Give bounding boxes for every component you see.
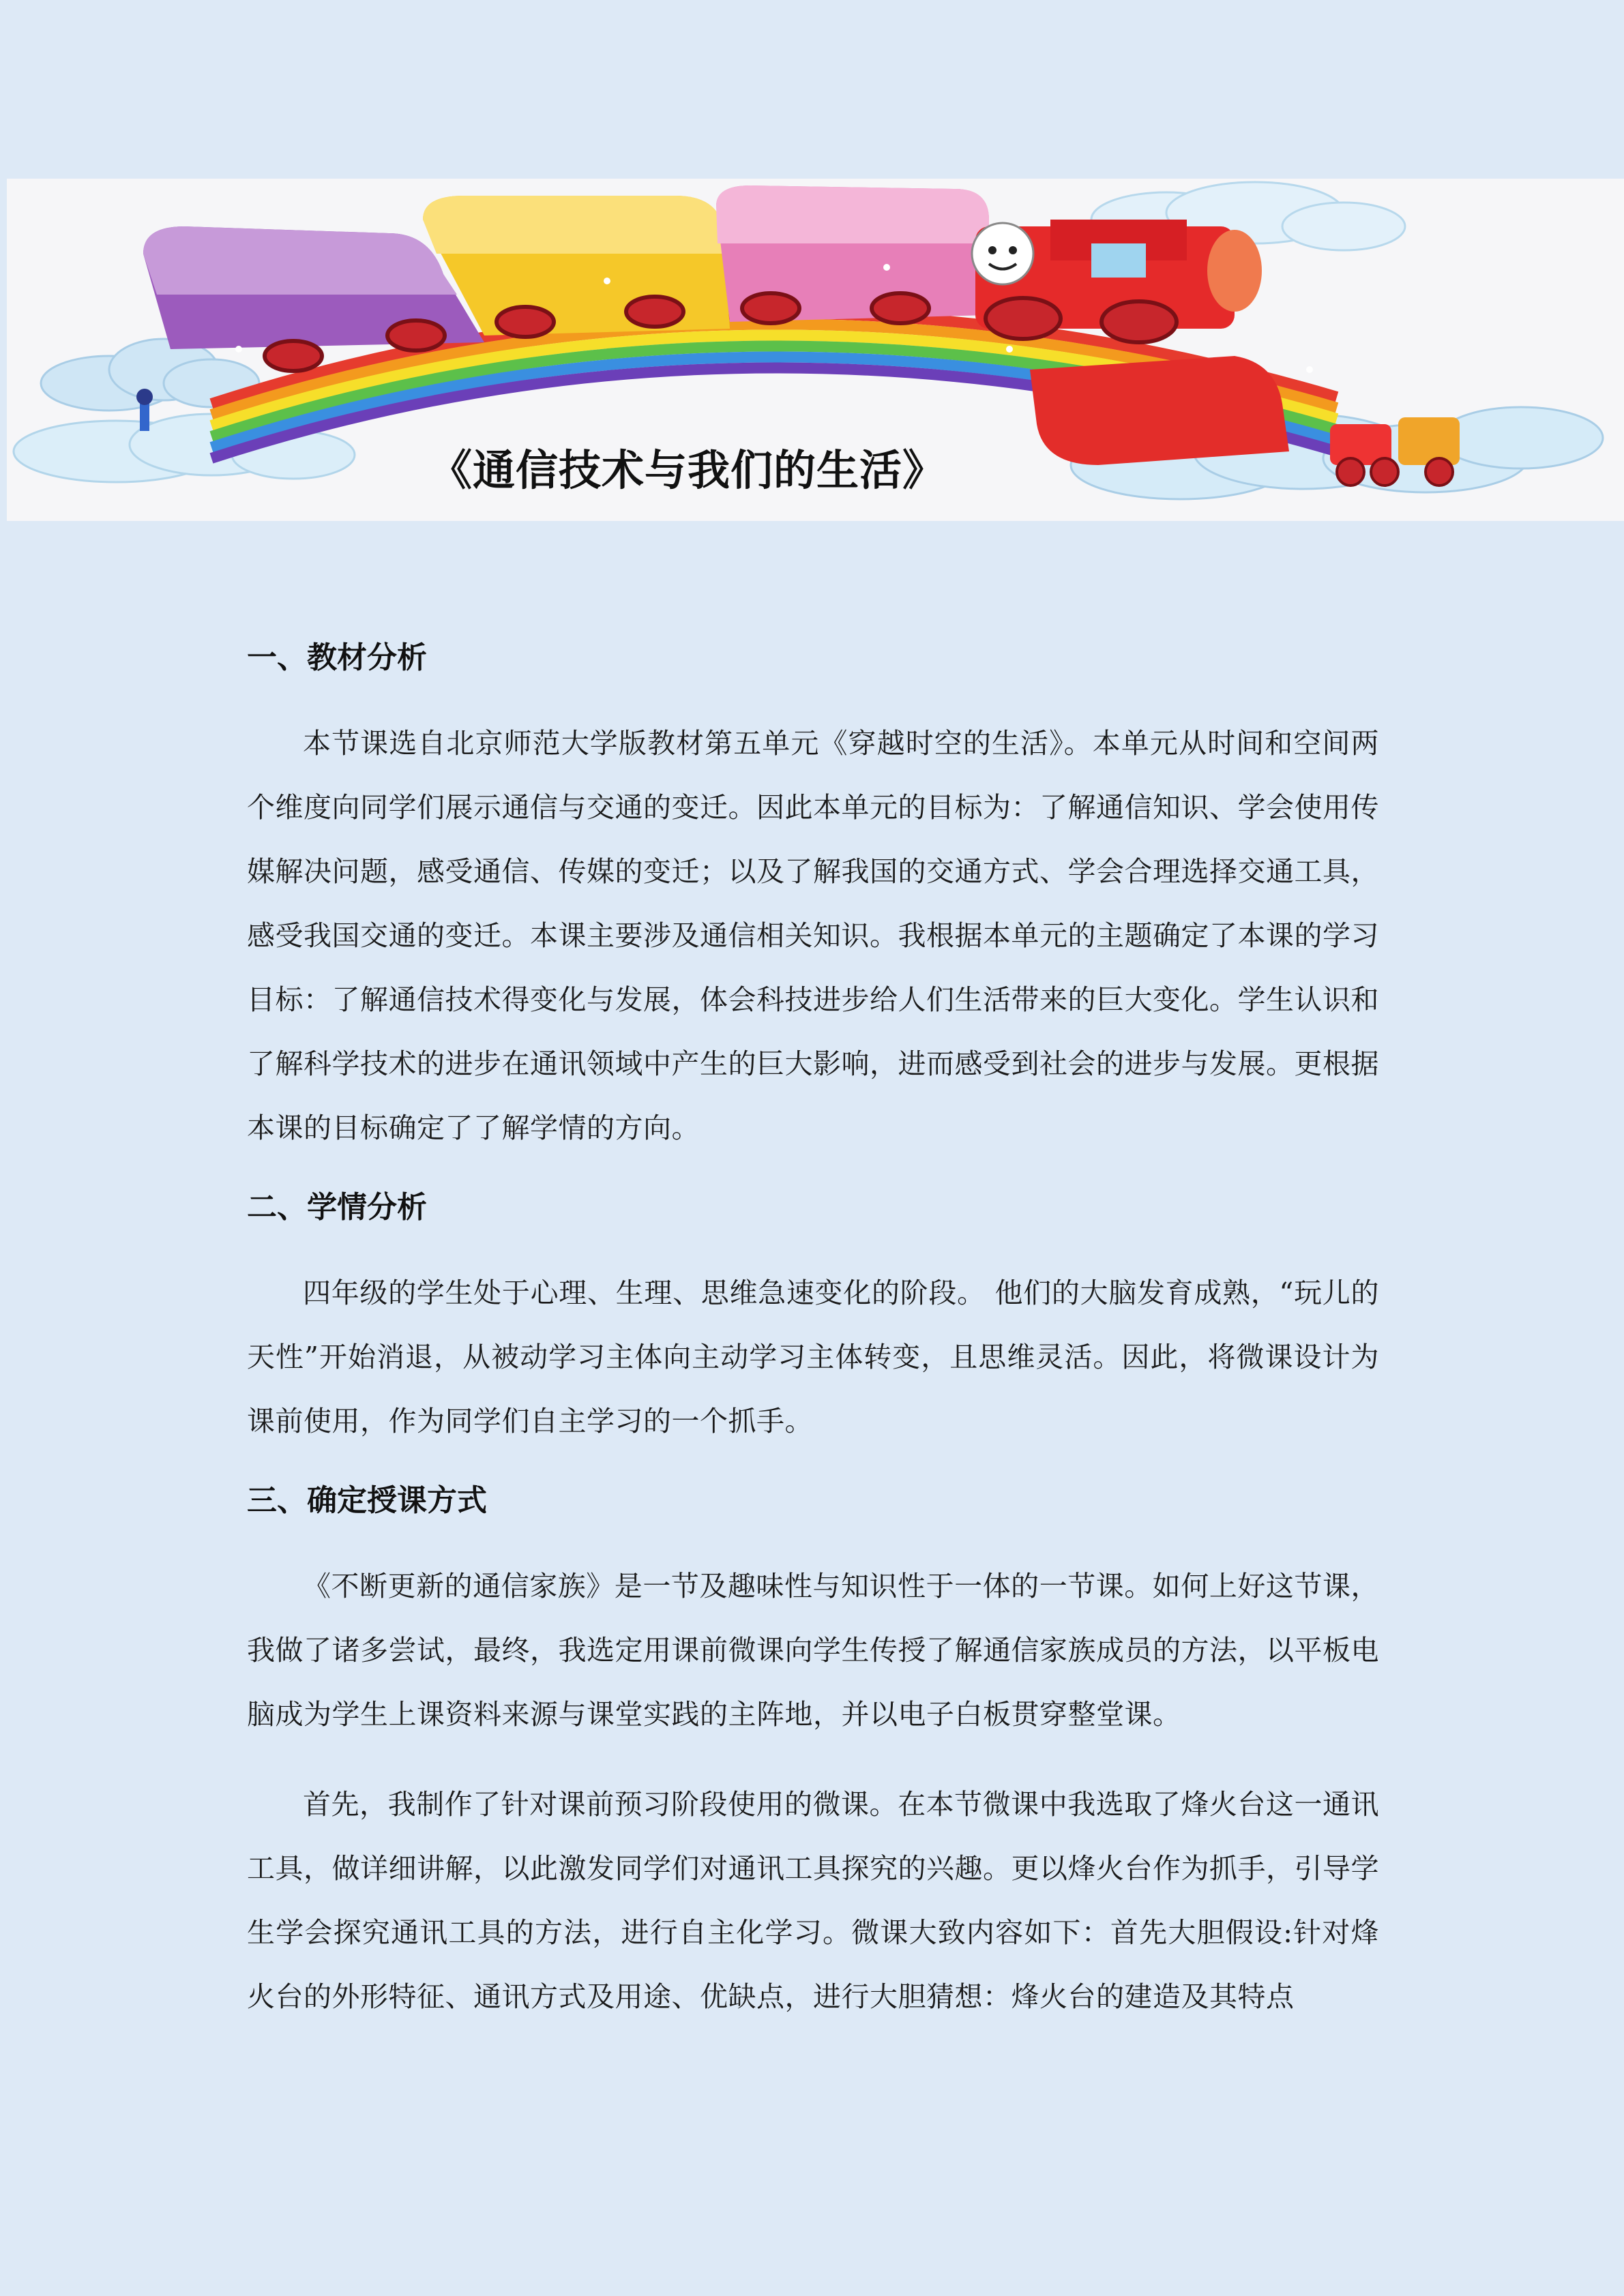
- paragraph: 四年级的学生处于心理、生理、思维急速变化的阶段。 他们的大脑发育成熟，“玩儿的天性”开始消退，从被动学习主体向主动学习主体转变，且思维灵活。因此，将微课设计为课前使用，作为同学们自主学习的一个抓手。: [247, 1277, 1379, 1437]
- section-heading: 二、学情分析: [247, 1190, 427, 1225]
- document-body: [247, 631, 1379, 2029]
- page-title: 《通信技术与我们的生活》: [430, 445, 946, 495]
- paragraph: 《不断更新的通信家族》是一节及趣味性与知识性于一体的一节课。如何上好这节课，我做了诸多尝试，最终，我选定用课前微课向学生传授了解通信家族成员的方法，以平板电脑成为学生上课资料来源与课堂实践的主阵地，并以电子白板贯穿整堂课。: [247, 1570, 1379, 1731]
- section-heading: 一、教材分析: [247, 640, 427, 675]
- paragraph: 本节课选自北京师范大学版教材第五单元《穿越时空的生活》。本单元从时间和空间两个维度向同学们展示通信与交通的变迁。因此本单元的目标为：了解通信知识、学会使用传媒解决问题，感受通信、传媒的变迁；以及了解我国的交通方式、学会合理选择交通工具，感受我国交通的变迁。本课主要涉及通信相关知识。我根据本单元的主题确定了本课的学习目标：了解通信技术得变化与发展，体会科技进步给人们生活带来的巨大变化。学生认识和了解科学技术的进步在通讯领域中产生的巨大影响，进而感受到社会的进步与发展。更根据本课的目标确定了了解学情的方向。: [247, 727, 1379, 1144]
- paragraph: 首先，我制作了针对课前预习阶段使用的微课。在本节微课中我选取了烽火台这一通讯工具，做详细讲解，以此激发同学们对通讯工具探究的兴趣。更以烽火台作为抓手，引导学生学会探究通讯工具的方法，进行自主化学习。微课大致内容如下：首先大胆假设:针对烽火台的外形特征、通讯方式及用途、优缺点，进行大胆猜想：烽火台的建造及其特点: [247, 1788, 1379, 2013]
- train-locomotive: [972, 220, 1262, 342]
- section-heading: 三、确定授课方式: [247, 1483, 487, 1518]
- red-ribbon: [1030, 356, 1289, 465]
